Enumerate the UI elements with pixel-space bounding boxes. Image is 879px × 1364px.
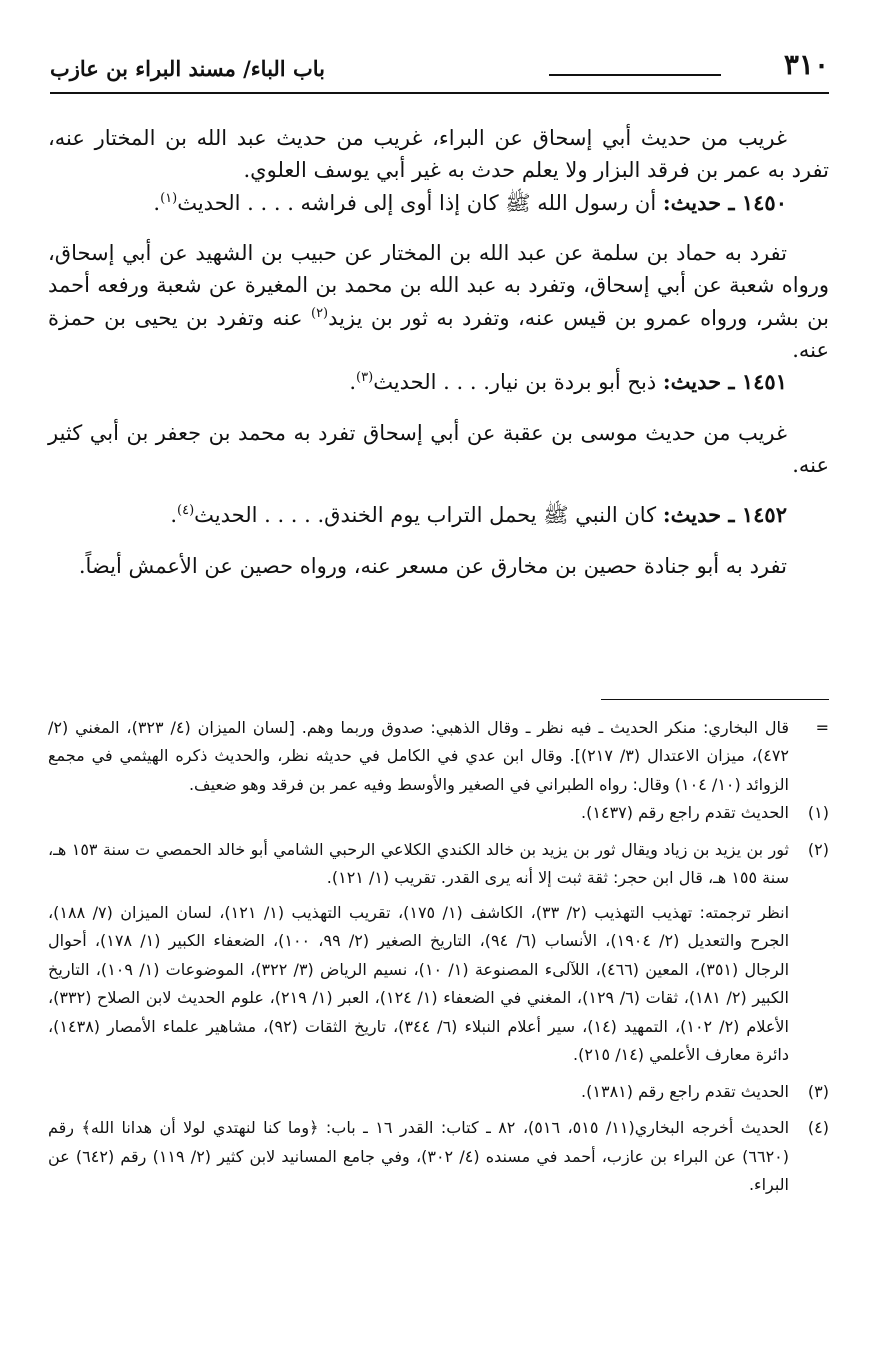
hadith-1451: ١٤٥١ ـ حديث: ذبح أبو بردة بن نيار. . . . الحديث$^{(٣)}$. — [349, 369, 787, 395]
footnote-marker: (٢) — [807, 839, 829, 859]
hadith-number: ١٤٥٠ ـ حديث: — [662, 189, 787, 215]
header-dash — [549, 74, 721, 76]
footnote-ref: (٤) — [177, 503, 195, 519]
footnote-separator — [601, 699, 829, 700]
running-title: باب الباء/ مسند البراء بن عازب — [50, 56, 325, 81]
hadith-number: ١٤٥١ ـ حديث: — [662, 369, 787, 395]
paragraph-3: غريب من حديث موسى بن عقبة عن أبي إسحاق تفرد به محمد بن جعفر بن أبي كثير عنه. — [48, 420, 829, 477]
footnote-text: الحديث أخرجه البخاري(١١/ ٥١٥، ٥١٦)، ٨٢ ـ كتاب: القدر ١٦ ـ باب: ﴿وما كنا لنهتدي لولا أن هدانا الله﴾ رقم (٦٦٢٠) عن البراء بن عازب، أحمد في مسنده (٤/ ٣٠٢)، وفي جامع المسانيد لابن كثير (٢/ ١١٩) رقم (٦٤٢) عن البراء. — [48, 1118, 790, 1195]
hadith-number: ١٤٥٢ ـ حديث: — [662, 502, 787, 528]
footnote-1 — [48, 799, 829, 827]
footnote-continued — [48, 714, 829, 799]
paragraph-4: تفرد به أبو جنادة حصين بن مخارق عن مسعر عنه، ورواه حصين عن الأعمش أيضاً. — [78, 553, 787, 578]
footnote-text: الحديث تقدم راجع رقم (١٣٨١). — [581, 1081, 789, 1101]
footnote-3 — [48, 1078, 829, 1106]
footnote-marker: = — [815, 718, 829, 737]
paragraph-1: غريب من حديث أبي إسحاق عن البراء، غريب من حديث عبد الله بن المختار عنه، تفرد به عمر بن فرقد البزار ولا يعلم حدث به غير أبي يوسف العلوي. — [48, 126, 829, 183]
hadith-text: أن رسول الله ﷺ كان إذا أوى إلى فراشه . . . . الحديث — [177, 190, 657, 215]
footnote-marker: (٣) — [807, 1081, 829, 1101]
main-text — [48, 122, 829, 582]
paragraph-2-text-end: عنه وتفرد بن يحيى بن حمزة عنه. — [48, 305, 829, 362]
hadith-text: ذبح أبو بردة بن نيار. . . . الحديث — [373, 370, 657, 395]
footnote-ref: (١) — [160, 190, 178, 206]
footnote-sources: انظر ترجمته: تهذيب التهذيب (٢/ ٣٣)، الكاشف (١/ ١٧٥)، تقريب التهذيب (١/ ١٢١)، لسان الميزان (٧/ ١٨٨)، الجرح والتعديل (٢/ ١٩٠٤)، الأنساب (٦/ ٩٤)، التاريخ الصغير (٢/ ٩٩، ١٠٠)، الضعفاء الكبير (١/ ١٧٨)، أحوال الرجال (٣٥١)، المعين (٤٦٦)، اللآلىء المصنوعة (١/ ١٠)، نسيم الرياض (٣/ ٣٢٢)، الموضوعات (١/ ١٠٩)، التاريخ الكبير (٢/ ١٨١)، ثقات (٦/ ١٢٩)، المغني في الضعفاء (١/ ١٢٤)، العبر (١/ ٢١٩)، علوم الحديث لابن الصلاح (٣٣٢)، الأعلام (٢/ ١٠٢)، التمهيد (١٤)، سير أعلام النبلاء (٦/ ٣٤٤)، تاريخ الثقات (٩٢)، مشاهير علماء الأمصار (١٤٣٨)، دائرة معارف الأعلمي (١٤/ ٢١٥). — [48, 902, 790, 1065]
hadith-1452: ١٤٥٢ ـ حديث: كان النبي ﷺ يحمل التراب يوم الخندق. . . . . الحديث$^{(٤)}$. — [170, 502, 787, 528]
hadith-text: كان النبي ﷺ يحمل التراب يوم الخندق. . . . . الحديث — [194, 503, 657, 528]
footnote-marker: (١) — [807, 803, 829, 823]
footnote-ref: (٢) — [310, 305, 329, 321]
running-header — [50, 44, 829, 94]
footnote-4 — [48, 1114, 829, 1199]
footnote-2 — [48, 836, 829, 1070]
paragraph-2-text: تفرد به حماد بن سلمة عن عبد الله بن المختار عن حبيب بن الشهيد عن أبي إسحاق، ورواه شعبة عن أبي إسحاق، وتفرد به عبد الله بن محمد بن المغيرة عن شعبة ورفعه أحمد بن بشر، ورواه عمرو بن قيس عنه، وتفرد به ثور بن يزيد — [48, 240, 829, 330]
footnote-text: ثور بن يزيد بن زياد ويقال ثور بن يزيد بن خالد الكندي الكلاعي الرحبي الشامي أبو خالد الحمصي ت سنة ١٥٣ هـ، سنة ١٥٥ هـ، قال ابن حجر: ثقة ثبت إلا أنه يرى القدر. تقريب (١/ ١٢١). — [48, 839, 790, 888]
page-number: ٣١٠ — [783, 48, 829, 81]
footnotes — [48, 714, 829, 1200]
hadith-1450: ١٤٥٠ ـ حديث: أن رسول الله ﷺ كان إذا أوى إلى فراشه . . . . الحديث$^{(١)}$. — [153, 189, 787, 215]
header-rule — [50, 92, 829, 94]
footnote-text: قال البخاري: منكر الحديث ـ فيه نظر ـ وقال الذهبي: صدوق وربما وهم. [لسان الميزان (٤/ ٣٢٣)، المغني (٢/ ٤٧٢)، ميزان الاعتدال (٣/ ٢١٧)]. وقال ابن عدي في الكامل في حديثه نظر، والحديث ذكره الهيثمي في مجمع الزوائد (١٠/ ١٠٤) وقال: رواه الطبراني في الصغير والأوسط وفيه عمر بن فرقد وهو ضعيف. — [48, 718, 790, 794]
footnote-marker: (٤) — [807, 1118, 829, 1138]
footnote-ref: (٣) — [356, 370, 374, 386]
footnote-text: الحديث تقدم راجع رقم (١٤٣٧). — [581, 803, 789, 823]
paragraph-2 — [48, 237, 829, 366]
